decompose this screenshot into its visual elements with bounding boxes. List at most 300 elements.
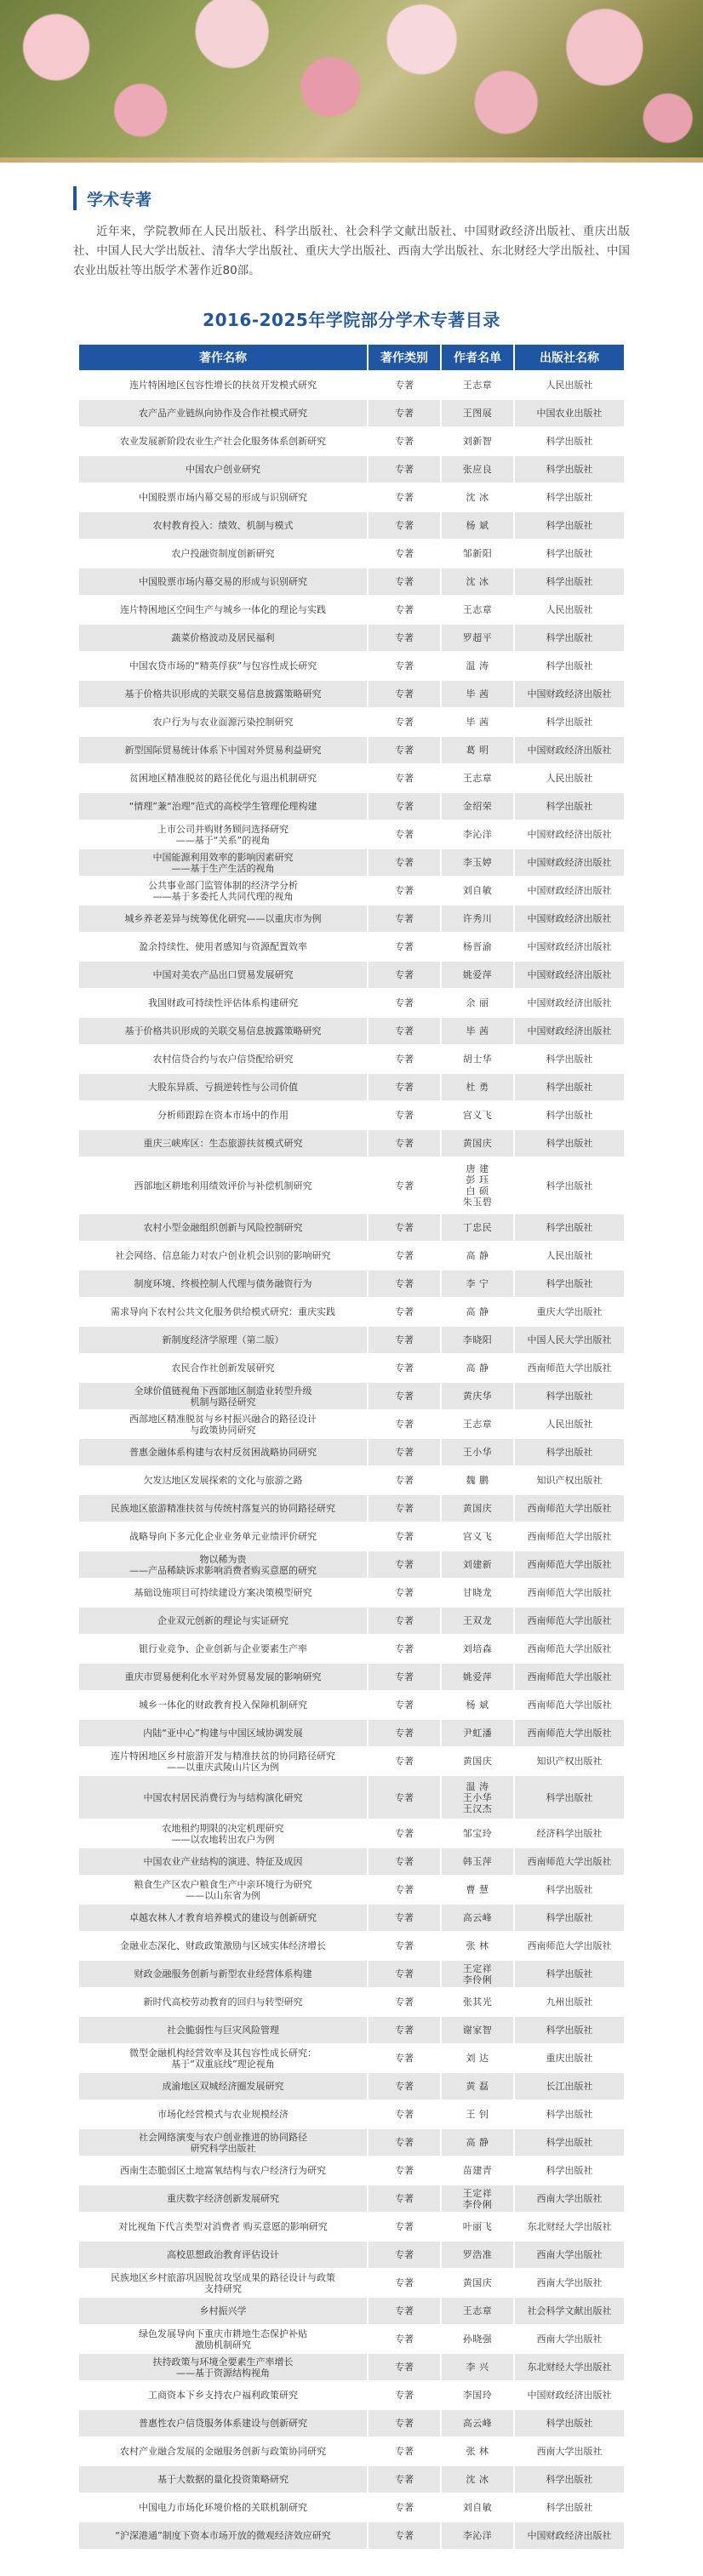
cell-publisher: 科学出版社 [513,2129,624,2156]
cell-title: 对比视角下代言类型对消费者 购买意愿的影响研究 [79,2213,367,2240]
cell-publisher: 科学出版社 [513,709,624,735]
cell-publisher: 重庆大学出版社 [513,1299,624,1325]
cell-publisher: 科学出版社 [513,428,624,454]
cell-title: 社会脆弱性与巨灾风险管理 [79,2017,367,2043]
cell-title: 农业发展新阶段农业生产社会化服务体系创新研究 [79,428,367,454]
cell-type: 专著 [367,2522,440,2549]
table-header-row [79,345,624,370]
cell-author: 高 静 [440,1242,513,1269]
cell-publisher: 中国财政经济出版社 [513,877,624,904]
cell-type: 专著 [367,2157,440,2184]
cell-type: 专著 [367,568,440,595]
cell-publisher: 科学出版社 [513,1439,624,1465]
cell-type: 专著 [367,1664,440,1690]
cell-author: 李沁洋 [440,2522,513,2549]
header-type: 著作类别 [367,345,440,370]
cell-author: 刘自敏 [440,2494,513,2521]
table-row [79,2242,624,2268]
table-row [79,540,624,567]
cell-type: 专著 [367,2410,440,2436]
cell-publisher: 科学出版社 [513,2466,624,2493]
cell-author: 高 静 [440,1299,513,1325]
cell-title: 中国农户创业研究 [79,456,367,483]
cell-publisher: 科学出版社 [513,2101,624,2128]
cell-publisher: 中国财政经济出版社 [513,905,624,932]
cell-type: 专著 [367,1692,440,1718]
cell-title: 蔬菜价格波动及居民福利 [79,625,367,651]
cell-author: 姚爱萍 [440,962,513,988]
cell-publisher: 科学出版社 [513,1158,624,1213]
cell-title: 农户投融资制度创新研究 [79,540,367,567]
cell-type: 专著 [367,793,440,820]
cell-publisher: 中国财政经济出版社 [513,934,624,960]
cell-publisher: 科学出版社 [513,512,624,539]
cell-publisher: 西南大学出版社 [513,2242,624,2268]
cell-title: 中国农贷市场的“精英俘获”与包容性成长研究 [79,653,367,679]
cell-title: 粮食生产区农户粮食生产中亲环境行为研究 ——以山东省为例 [79,1876,367,1903]
cell-type: 专著 [367,1074,440,1100]
table-row [79,1748,624,1774]
cell-title: 重庆市贸易便利化水平对外贸易发展的影响研究 [79,1664,367,1690]
cell-title: 基于大数据的量化投资策略研究 [79,2466,367,2493]
cell-publisher: 科学出版社 [513,1961,624,1987]
cell-publisher: 中国财政经济出版社 [513,681,624,707]
cell-title: 中国农业产业结构的演进、特征及成因 [79,1848,367,1875]
cell-type: 专著 [367,400,440,426]
cell-author: 毕 茜 [440,1018,513,1044]
cell-author: 苗建青 [440,2157,513,2184]
cell-author: 张 林 [440,2438,513,2465]
table-body [79,372,624,2549]
table-row [79,2101,624,2128]
cell-type: 专著 [367,1876,440,1903]
cell-type: 专著 [367,1961,440,1987]
cell-title: 贫困地区精准脱贫的路径优化与退出机制研究 [79,765,367,791]
cell-publisher: 西南大学出版社 [513,2185,624,2212]
table-row [79,1046,624,1072]
header-title: 著作名称 [79,345,367,370]
cell-author: 黄国庆 [440,1130,513,1157]
cell-title: “情理”兼“治理”范式的高校学生管理伦理构建 [79,793,367,820]
cell-type: 专著 [367,962,440,988]
cell-publisher: 西南师范大学出版社 [513,1355,624,1381]
cell-author: 李沁洋 [440,821,513,848]
cell-type: 专著 [367,849,440,876]
cell-publisher: 中国财政经济出版社 [513,849,624,876]
cell-author: 王双龙 [440,1608,513,1634]
table-row [79,597,624,623]
cell-author: 沈 冰 [440,484,513,511]
table-row [79,990,624,1016]
table-row [79,877,624,904]
cell-publisher: 人民出版社 [513,1242,624,1269]
table-row [79,1467,624,1494]
header-publisher: 出版社名称 [513,345,624,370]
cell-publisher: 长江出版社 [513,2073,624,2099]
cell-author: 曹 慧 [440,1876,513,1903]
cell-type: 专著 [367,2185,440,2212]
table-row [79,2157,624,2184]
table-row [79,400,624,426]
cell-type: 专著 [367,1327,440,1353]
cell-type: 专著 [367,1018,440,1044]
cell-publisher: 科学出版社 [513,1905,624,1931]
cell-title: 内陆“亚中心”构建与中国区域协调发展 [79,1720,367,1746]
cell-author: 黄 磊 [440,2073,513,2099]
cell-type: 专著 [367,2073,440,2099]
section-intro: 近年来，学院教师在人民出版社、科学出版社、社会科学文献出版社、中国财政经济出版社、重庆出版社、中国人民大学出版社、清华大学出版社、重庆大学出版社、西南大学出版社、东北财经大学出版社、中国农业出版社等出版学术著作近80部。 [73,225,630,277]
cell-author: 高 静 [440,1355,513,1381]
cell-type: 专著 [367,456,440,483]
cell-title: 西部地区精准脱贫与乡村振兴融合的路径设计 与政策协同研究 [79,1411,367,1437]
cell-type: 专著 [367,1608,440,1634]
cell-title: 成渝地区双城经济圈发展研究 [79,2073,367,2099]
cell-title: 分析师跟踪在资本市场中的作用 [79,1102,367,1128]
cell-type: 专著 [367,2045,440,2071]
table-row [79,1664,624,1690]
table-row [79,1692,624,1718]
cell-title: 我国财政可持续性评估体系构建研究 [79,990,367,1016]
cell-title: 中国股票市场内幕交易的形成与识别研究 [79,484,367,511]
main-content [0,163,703,2576]
table-row [79,1933,624,1959]
cell-publisher: 西南师范大学出版社 [513,1720,624,1746]
cell-title: 新制度经济学原理（第二版） [79,1327,367,1353]
cell-author: 王 钊 [440,2101,513,2128]
cell-type: 专著 [367,1523,440,1550]
cell-type: 专著 [367,681,440,707]
cell-author: 叶丽飞 [440,2213,513,2240]
table-row [79,2410,624,2436]
table-row [79,709,624,735]
cell-author: 杜 勇 [440,1074,513,1100]
cell-publisher: 中国农业出版社 [513,400,624,426]
cell-type: 专著 [367,877,440,904]
table-row [79,934,624,960]
cell-type: 专著 [367,1551,440,1578]
cell-title: 普惠金融体系构建与农村反贫困战略协同研究 [79,1439,367,1465]
table-row [79,1776,624,1819]
cell-publisher: 西南师范大学出版社 [513,1664,624,1690]
cell-type: 专著 [367,765,440,791]
table-row [79,849,624,876]
table-row [79,1848,624,1875]
cell-author: 孙晓强 [440,2326,513,2352]
cell-title: 绿色发展导向下重庆市耕地生态保护补贴 激励机制研究 [79,2326,367,2352]
table-row [79,2354,624,2380]
cell-type: 专著 [367,1411,440,1437]
cell-publisher: 中国财政经济出版社 [513,2522,624,2549]
table-row [79,428,624,454]
cell-type: 专著 [367,1933,440,1959]
cell-author: 王定祥 李伶俐 [440,1961,513,1987]
table-row [79,1271,624,1297]
table-row [79,1130,624,1157]
cell-type: 专著 [367,1776,440,1819]
table-row [79,2382,624,2408]
cell-author: 李玉婷 [440,849,513,876]
cell-author: 刘新智 [440,428,513,454]
cell-author: 王定祥 李伶俐 [440,2185,513,2212]
table-row [79,905,624,932]
cell-type: 专著 [367,428,440,454]
cell-author: 刘 达 [440,2045,513,2071]
cell-title: 连片特困地区空间生产与城乡一体化的理论与实践 [79,597,367,623]
cell-author: 罗浩准 [440,2242,513,2268]
cell-title: 欠发达地区发展探索的文化与旅游之路 [79,1467,367,1494]
section-heading [73,186,630,210]
cell-author: 邹新阳 [440,540,513,567]
table-row [79,1327,624,1353]
table-row [79,625,624,651]
cell-title: 上市公司并购财务顾问选择研究 ——基于“关系”的视角 [79,821,367,848]
table-row [79,2045,624,2071]
cell-type: 专著 [367,2298,440,2324]
cell-author: 葛 明 [440,737,513,763]
cell-author: 李晓阳 [440,1327,513,1353]
cell-publisher: 科学出版社 [513,2494,624,2521]
cell-title: 公共事业部门监管体制的经济学分析 ——基于多委托人共同代理的视角 [79,877,367,904]
cell-author: 甘晓龙 [440,1579,513,1606]
cell-author: 罗超平 [440,625,513,651]
cell-publisher: 西南大学出版社 [513,2326,624,2352]
cell-title: 民族地区旅游精准扶贫与传统村落复兴的协同路径研究 [79,1495,367,1522]
cell-title: 社会网络、信息能力对农户创业机会识别的影响研究 [79,1242,367,1269]
cell-author: 刘培森 [440,1636,513,1662]
cell-title: 城乡一体化的财政教育投入保障机制研究 [79,1692,367,1718]
cell-publisher: 人民出版社 [513,1411,624,1437]
cell-author: 张应良 [440,456,513,483]
cell-author: 沈 冰 [440,568,513,595]
cell-publisher: 中国财政经济出版社 [513,821,624,848]
cell-author: 胡士华 [440,1046,513,1072]
cell-title: 农户行为与农业面源污染控制研究 [79,709,367,735]
table-row [79,1495,624,1522]
table-row [79,1608,624,1634]
cell-type: 专著 [367,1046,440,1072]
cell-type: 专著 [367,1214,440,1241]
cell-publisher: 科学出版社 [513,1271,624,1297]
cell-author: 王小华 [440,1439,513,1465]
cell-publisher: 东北财经大学出版社 [513,2354,624,2380]
cell-publisher: 东北财经大学出版社 [513,2213,624,2240]
cell-publisher: 经济科学出版社 [513,1820,624,1847]
table-row [79,1102,624,1128]
table-row [79,1820,624,1847]
cell-title: 需求导向下农村公共文化服务供给模式研究：重庆实践 [79,1299,367,1325]
cell-title: 银行业竞争、企业创新与企业要素生产率 [79,1636,367,1662]
table-row [79,2326,624,2352]
cell-author: 丁忠民 [440,1214,513,1241]
cell-title: 物以稀为贵 ——产品稀缺诉求影响消费者购买意愿的研究 [79,1551,367,1578]
cell-type: 专著 [367,1905,440,1931]
cell-author: 尹虹潘 [440,1720,513,1746]
cell-type: 专著 [367,1467,440,1494]
cell-author: 谢家智 [440,2017,513,2043]
table-row [79,1905,624,1931]
cell-type: 专著 [367,709,440,735]
table-row [79,765,624,791]
table-row [79,1579,624,1606]
table-row [79,2017,624,2043]
cell-publisher: 科学出版社 [513,1383,624,1409]
cell-title: 连片特困地区乡村旅游开发与精准扶贫的协同路径研究 ——以重庆武陵山片区为例 [79,1748,367,1774]
header-author: 作者名单 [440,345,513,370]
table-row [79,681,624,707]
cell-type: 专著 [367,2017,440,2043]
cell-publisher: 中国财政经济出版社 [513,962,624,988]
cell-author: 黄国庆 [440,1495,513,1522]
table-row [79,793,624,820]
cell-author: 张其光 [440,1989,513,2015]
cell-title: 中国股票市场内幕交易的形成与识别研究 [79,568,367,595]
cell-type: 专著 [367,1989,440,2015]
cell-title: 工商资本下乡支持农户福利政策研究 [79,2382,367,2408]
cell-publisher: 科学出版社 [513,540,624,567]
cell-publisher: 科学出版社 [513,1046,624,1072]
cell-type: 专著 [367,1130,440,1157]
cell-title: 中国能源利用效率的影响因素研究 ——基于生产生活的视角 [79,849,367,876]
table-row [79,1242,624,1269]
section-title: 学术专著 [87,191,152,209]
cell-title: 农村教育投入：绩效、机制与模式 [79,512,367,539]
table-row [79,1989,624,2015]
cell-type: 专著 [367,2466,440,2493]
cell-publisher: 社会科学文献出版社 [513,2298,624,2324]
cell-author: 温 涛 王小华 王汉杰 [440,1776,513,1819]
cell-publisher: 科学出版社 [513,1130,624,1157]
cell-type: 专著 [367,1355,440,1381]
cell-title: 金融业态深化、财政政策激励与区域实体经济增长 [79,1933,367,1959]
cell-title: 新时代高校劳动教育的回归与转型研究 [79,1989,367,2015]
table-row [79,1158,624,1213]
cell-title: 社会网络演变与农户创业推进的协同路径 研究科学出版社 [79,2129,367,2156]
cell-type: 专著 [367,372,440,398]
table-row [79,653,624,679]
cell-publisher: 西南师范大学出版社 [513,1848,624,1875]
cell-title: 新型国际贸易统计体系下中国对外贸易利益研究 [79,737,367,763]
cell-type: 专著 [367,484,440,511]
cell-publisher: 科学出版社 [513,568,624,595]
cell-publisher: 西南大学出版社 [513,2438,624,2465]
cell-title: 乡村振兴学 [79,2298,367,2324]
cell-author: 王志章 [440,597,513,623]
monograph-table [79,343,624,2550]
cell-title: 民族地区乡村旅游巩固脱贫攻坚成果的路径设计与政策 支持研究 [79,2270,367,2296]
cell-type: 专著 [367,1579,440,1606]
cell-author: 余 丽 [440,990,513,1016]
cell-author: 许秀川 [440,905,513,932]
cell-type: 专著 [367,1102,440,1128]
cell-type: 专著 [367,2213,440,2240]
table-row [79,1636,624,1662]
cell-type: 专著 [367,905,440,932]
cell-publisher: 西南师范大学出版社 [513,1636,624,1662]
table-row [79,1411,624,1437]
cell-publisher: 科学出版社 [513,653,624,679]
cell-type: 专著 [367,2101,440,2128]
cell-type: 专著 [367,2326,440,2352]
cell-author: 魏 鹏 [440,1467,513,1494]
cell-title: 基础设施项目可持续建设方案决策模型研究 [79,1579,367,1606]
cell-publisher: 重庆出版社 [513,2045,624,2071]
cell-publisher: 西南师范大学出版社 [513,1579,624,1606]
cell-author: 黄庆华 [440,1383,513,1409]
table-row [79,737,624,763]
cell-author: 张 林 [440,1933,513,1959]
cell-author: 姚爱萍 [440,1664,513,1690]
table-row [79,2073,624,2099]
cell-type: 专著 [367,1720,440,1746]
cell-title: 扶持政策与环境全要素生产率增长 ——基于资源结构视角 [79,2354,367,2380]
cell-title: 连片特困地区包容性增长的扶贫开发模式研究 [79,372,367,398]
cell-publisher: 中国财政经济出版社 [513,990,624,1016]
cell-author: 王志章 [440,372,513,398]
cell-publisher: 科学出版社 [513,1776,624,1819]
cell-type: 专著 [367,737,440,763]
cell-type: 专著 [367,2494,440,2521]
cell-author: 王志章 [440,765,513,791]
cell-type: 专著 [367,1158,440,1213]
cell-author: 杨 斌 [440,512,513,539]
cell-publisher: 知识产权出版社 [513,1467,624,1494]
cell-author: 宫义飞 [440,1523,513,1550]
cell-publisher: 知识产权出版社 [513,1748,624,1774]
table-row [79,1720,624,1746]
cell-type: 专著 [367,1271,440,1297]
cell-type: 专著 [367,1820,440,1847]
cell-title: 卓越农林人才教育培养模式的建设与创新研究 [79,1905,367,1931]
cell-publisher: 科学出版社 [513,484,624,511]
cell-author: 沈 冰 [440,2466,513,2493]
cell-author: 刘自敏 [440,877,513,904]
cell-type: 专著 [367,540,440,567]
cell-type: 专著 [367,625,440,651]
cell-publisher: 科学出版社 [513,2157,624,2184]
cell-author: 温 涛 [440,653,513,679]
cell-type: 专著 [367,1748,440,1774]
cell-author: 黄国庆 [440,1748,513,1774]
table-row [79,1299,624,1325]
cell-type: 专著 [367,934,440,960]
cell-publisher: 人民出版社 [513,765,624,791]
cell-publisher: 西南大学出版社 [513,2270,624,2296]
cell-author: 毕 茜 [440,681,513,707]
table-row [79,1551,624,1578]
cell-type: 专著 [367,1383,440,1409]
table-row [79,2522,624,2549]
cell-type: 专著 [367,2270,440,2296]
cell-publisher: 科学出版社 [513,2017,624,2043]
table-row [79,2270,624,2296]
cell-title: 盈余持续性、使用者感知与资源配置效率 [79,934,367,960]
cell-type: 专著 [367,1848,440,1875]
cell-title: 中国对美农产品出口贸易发展研究 [79,962,367,988]
cell-title: “沪深港通”制度下资本市场开放的微观经济效应研究 [79,2522,367,2549]
cell-publisher: 西南师范大学出版社 [513,1551,624,1578]
table-row [79,2466,624,2493]
cell-author: 高云峰 [440,1905,513,1931]
table-row [79,372,624,398]
cell-title: 农村小型金融组织创新与风险控制研究 [79,1214,367,1241]
cell-type: 专著 [367,990,440,1016]
cell-title: 西部地区耕地利用绩效评价与补偿机制研究 [79,1158,367,1213]
table-row [79,1439,624,1465]
cell-publisher: 中国财政经济出版社 [513,1018,624,1044]
table-row [79,1383,624,1409]
table-row [79,484,624,511]
cell-author: 唐 建 彭 珏 白 硕 朱玉碧 [440,1158,513,1213]
